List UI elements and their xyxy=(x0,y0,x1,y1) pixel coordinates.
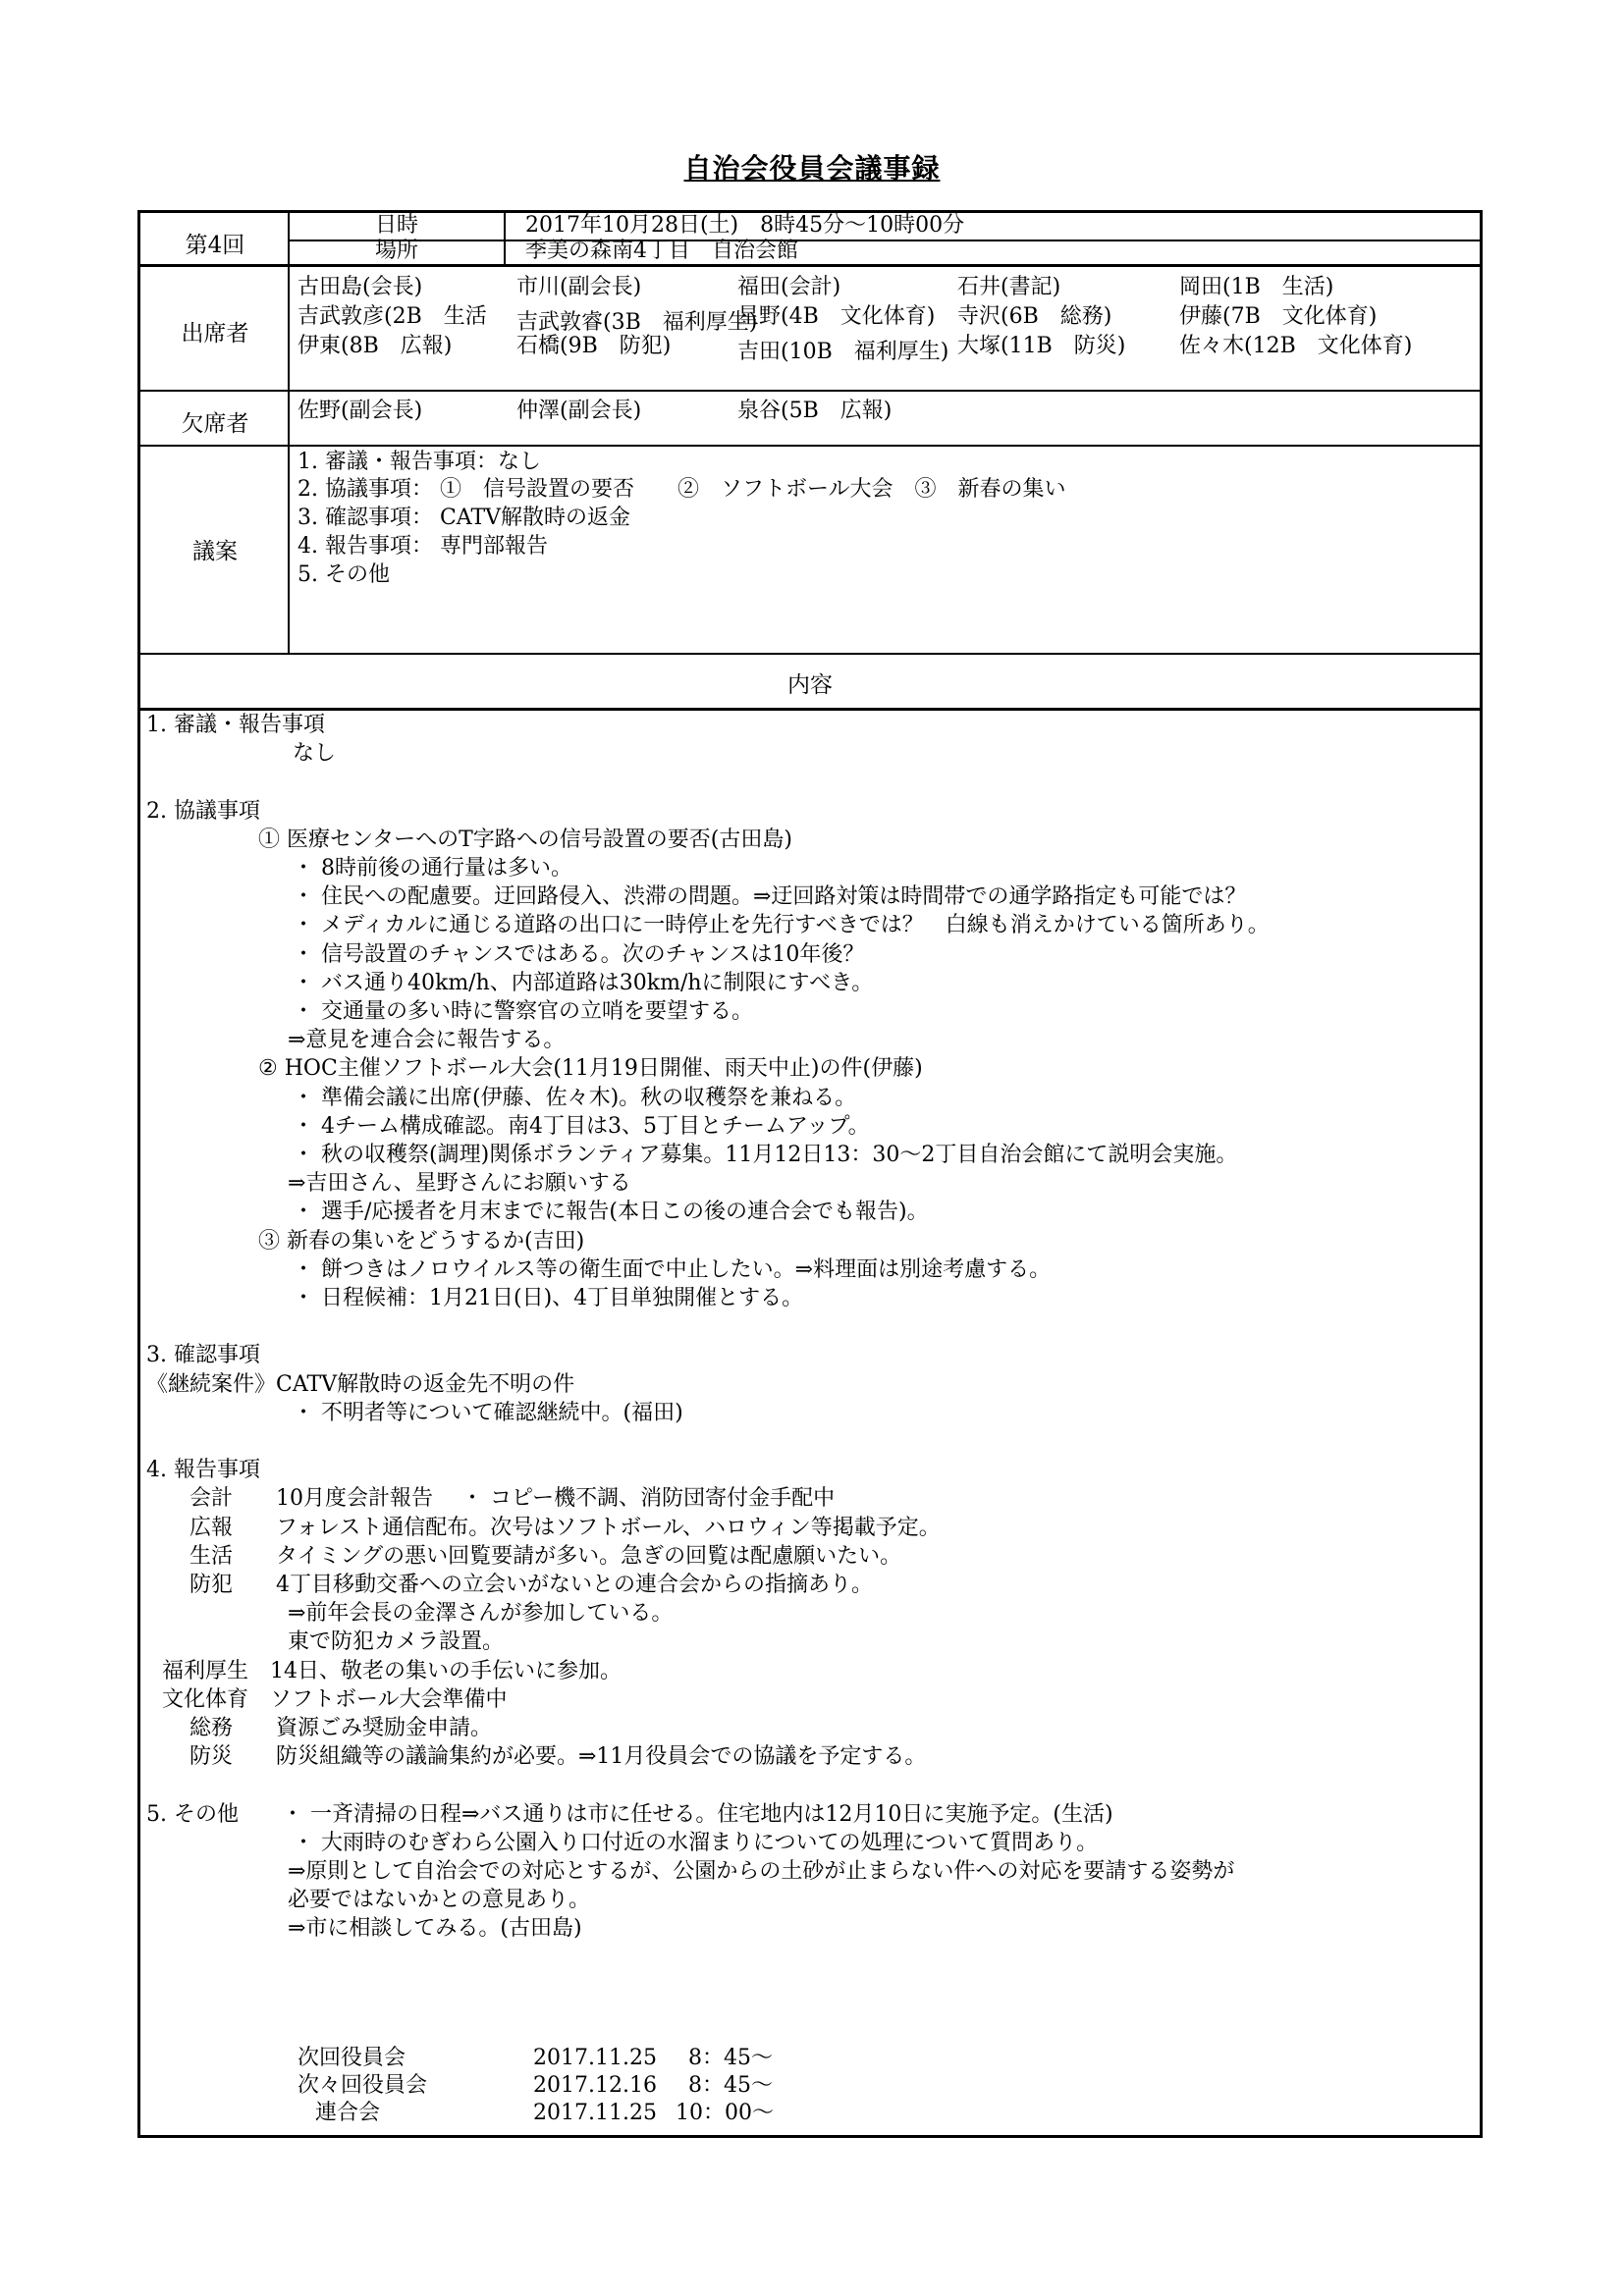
content-line: 4. 報告事項 xyxy=(146,1458,260,1483)
content-line: ・ 大雨時のむぎわら公園入り口付近の水溜まりについての処理について質問あり。 xyxy=(293,1830,1099,1855)
content-line: ・ 信号設置のチャンスではある。次のチャンスは10年後？ xyxy=(293,941,865,967)
absentee: 佐野(副会長) xyxy=(298,399,423,423)
content-line: ・ 餅つきはノロウイルス等の衛生面で中止したい。⇒料理面は別途考慮する。 xyxy=(293,1256,1052,1282)
content-line: ① 医療センターへのT字路への信号設置の要否(古田島) xyxy=(258,827,792,852)
date-value: 2017年10月28日(土) 8時45分～10時00分 xyxy=(525,213,965,238)
meeting-name: 連合会 xyxy=(315,2101,381,2125)
content-line: ・ 準備会議に出席(伊藤、佐々木)。秋の収穫祭を兼ねる。 xyxy=(293,1085,857,1110)
agenda-item: 4. 報告事項： 専門部報告 xyxy=(298,534,548,559)
agenda-label: 議案 xyxy=(192,539,238,564)
rule-attendees xyxy=(140,390,1480,392)
content-line: ・ 住民への配慮要。迂回路侵入、渋滞の問題。⇒迂回路対策は時間帯での通学路指定も可能では？ xyxy=(293,884,1247,910)
attendee: 吉田(10B 福利厚生) xyxy=(737,340,949,364)
rule-content-header xyxy=(140,708,1480,711)
content-line: 広報 フォレスト通信配布。次号はソフトボール、ハロウィン等掲載予定。 xyxy=(189,1515,941,1540)
content-line: ⇒意見を連合会に報告する。 xyxy=(288,1028,566,1053)
content-line: 防犯 4丁目移動交番への立会いがないとの連合会からの指摘あり。 xyxy=(189,1573,873,1597)
content-line: 必要ではないかとの意見あり。 xyxy=(288,1888,591,1913)
attendee: 古田島(会長) xyxy=(298,275,423,299)
content-line: 総務 資源ごみ奨励金申請。 xyxy=(189,1716,493,1740)
absentee: 仲澤(副会長) xyxy=(516,399,642,423)
meeting-time: 8：45～ xyxy=(688,2046,773,2070)
attendee: 寺沢(6B 総務) xyxy=(957,304,1112,329)
content-line: 文化体育 ソフトボール大会準備中 xyxy=(162,1686,508,1712)
attendee: 吉武敦睿(3B 福利厚生) xyxy=(516,310,758,335)
absentees-label: 欠席者 xyxy=(181,411,249,437)
content-line: ③ 新春の集いをどうするか(吉田) xyxy=(258,1228,585,1254)
content-line: ・ 選手/応援者を月末までに報告(本日この後の連合会でも報告)。 xyxy=(293,1200,929,1225)
meeting-time: 8：45～ xyxy=(688,2073,773,2098)
content-line: ⇒原則として自治会での対応とするが、公園からの土砂が止まらない件への対応を要請する姿勢が xyxy=(288,1859,1235,1884)
content-line: ⇒市に相談してみる。(古田島) xyxy=(288,1916,582,1942)
content-line: 1. 審議・報告事項 xyxy=(146,713,325,737)
absentee: 泉谷(5B 広報) xyxy=(737,399,893,423)
attendee: 岡田(1B 生活) xyxy=(1179,275,1334,299)
rule-absentees xyxy=(140,445,1480,447)
content-line: なし xyxy=(293,741,337,767)
content-line: 防災 防災組織等の議論集約が必要。⇒11月役員会での協議を予定する。 xyxy=(189,1744,927,1770)
session-number: 第4回 xyxy=(185,233,245,258)
attendee: 福田(会計) xyxy=(737,275,841,299)
attendee: 大塚(11B 防災) xyxy=(957,334,1126,358)
content-header: 内容 xyxy=(787,672,833,698)
meeting-time: 10：00～ xyxy=(676,2101,774,2125)
content-line: 3. 確認事項 xyxy=(146,1343,260,1368)
attendee: 石橋(9B 防犯) xyxy=(516,334,672,358)
minutes-table xyxy=(137,210,1483,2138)
place-label: 場所 xyxy=(374,239,418,263)
attendee: 伊藤(7B 文化体育) xyxy=(1179,304,1378,329)
content-line: ・ 4チーム構成確認。南4丁目は3、5丁目とチームアップ。 xyxy=(293,1113,870,1139)
content-line: ② HOC主催ソフトボール大会(11月19日開催、雨天中止)の件(伊藤) xyxy=(258,1056,923,1082)
date-label: 日時 xyxy=(374,213,418,238)
content-line: ・ 交通量の多い時に警察官の立哨を要望する。 xyxy=(293,999,753,1024)
content-line: ・ メディカルに通じる道路の出口に一時停止を先行すべきでは？ 白線も消えかけている箇所あり。 xyxy=(293,913,1270,938)
document-title: 自治会役員会議事録 xyxy=(683,152,941,185)
agenda-item: 3. 確認事項： CATV解散時の返金 xyxy=(298,506,631,530)
rule-agenda xyxy=(140,653,1480,655)
content-line: ・ 秋の収穫祭(調理)関係ボランティア募集。11月12日13：30～2丁目自治会館にて説明会実施。 xyxy=(293,1143,1238,1167)
content-line: 東で防犯カメラ設置。 xyxy=(288,1629,505,1655)
attendees-label: 出席者 xyxy=(181,321,249,347)
meeting-date: 2017.12.16 xyxy=(533,2073,657,2098)
content-line: 5. その他 ・ 一斉清掃の日程⇒バス通りは市に任せる。住宅地内は12月10日に実施予定。(生活) xyxy=(146,1801,1113,1827)
content-line: ・ 8時前後の通行量は多い。 xyxy=(293,856,572,881)
meeting-name: 次回役員会 xyxy=(298,2046,406,2070)
agenda-item: 2. 協議事項： ① 信号設置の要否 ② ソフトボール大会 ③ 新春の集い xyxy=(298,477,1066,502)
attendee: 伊東(8B 広報) xyxy=(298,334,453,358)
meeting-name: 次々回役員会 xyxy=(298,2073,428,2098)
attendee: 佐々木(12B 文化体育) xyxy=(1179,334,1413,358)
meeting-date: 2017.11.25 xyxy=(533,2101,657,2125)
content-line: ・ バス通り40km/h、内部道路は30km/hに制限にすべき。 xyxy=(293,970,874,995)
attendee: 石井(書記) xyxy=(957,275,1061,299)
content-line: ・ 不明者等について確認継続中。(福田) xyxy=(293,1400,683,1425)
content-line: 会計 10月度会計報告 ・ コピー機不調、消防団寄付金手配中 xyxy=(189,1486,836,1512)
attendee: 市川(副会長) xyxy=(516,275,642,299)
agenda-item: 1. 審議・報告事項：なし xyxy=(298,450,541,474)
attendee: 星野(4B 文化体育) xyxy=(737,304,936,329)
content-line: ⇒吉田さん、星野さんにお願いする xyxy=(288,1171,631,1197)
content-line: ・ 日程候補：1月21日(日)、4丁目単独開催とする。 xyxy=(293,1286,804,1310)
content-line: 《継続案件》CATV解散時の返金先不明の件 xyxy=(146,1371,575,1397)
content-line: 生活 タイミングの悪い回覧要請が多い。急ぎの回覧は配慮願いたい。 xyxy=(189,1543,902,1569)
place-value: 季美の森南4丁目 自治会館 xyxy=(525,239,798,263)
agenda-item: 5. その他 xyxy=(298,562,390,587)
attendee: 吉武敦彦(2B 生活 xyxy=(298,304,487,329)
content-line: ⇒前年会長の金澤さんが参加している。 xyxy=(288,1601,674,1627)
rule-header-value-column xyxy=(504,213,506,264)
content-line: 2. 協議事項 xyxy=(146,798,260,824)
meeting-date: 2017.11.25 xyxy=(533,2046,657,2070)
content-line: 福利厚生 14日、敬老の集いの手伝いに参加。 xyxy=(162,1658,622,1683)
